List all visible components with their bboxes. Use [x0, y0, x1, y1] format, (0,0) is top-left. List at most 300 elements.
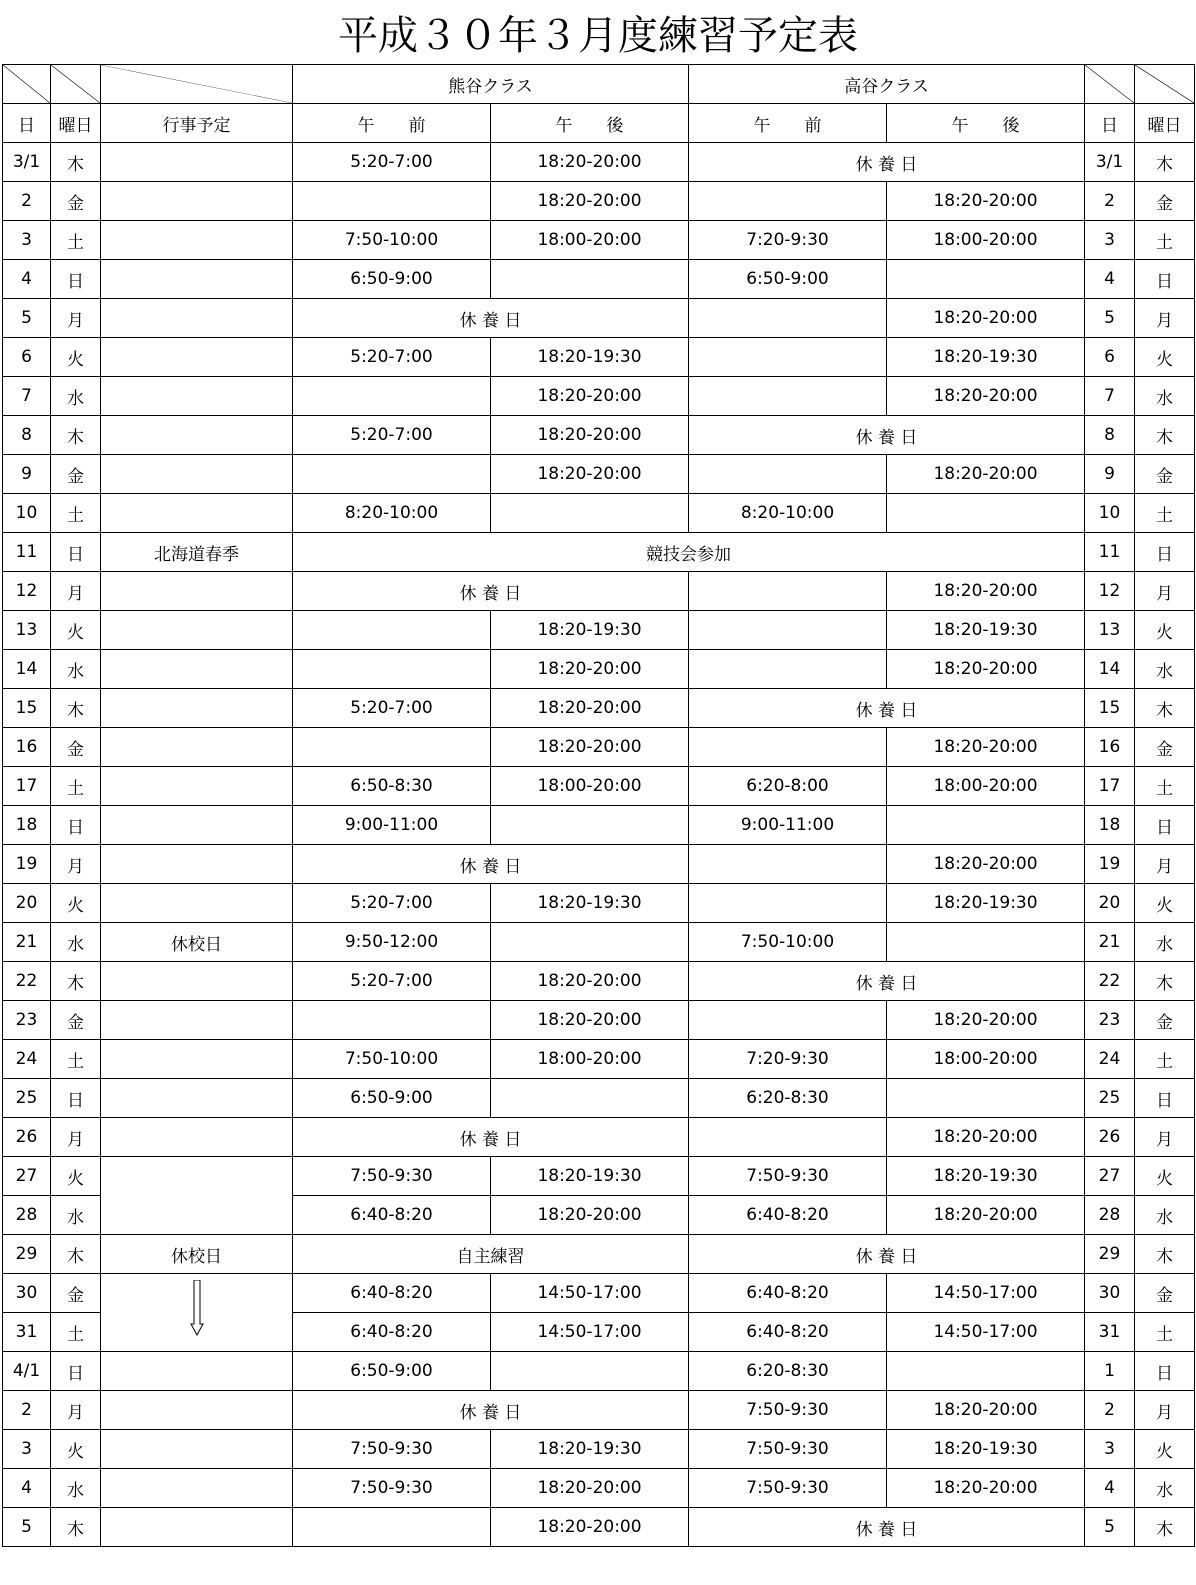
cell-kumagai-am: 7:50-9:30 [293, 1430, 491, 1469]
cell-day: 30 [3, 1274, 51, 1313]
cell-day-right: 21 [1085, 923, 1135, 962]
down-arrow-icon [190, 1280, 204, 1336]
kumagai-afternoon-header: 午 後 [491, 104, 689, 143]
cell-weekday-right: 月 [1135, 572, 1195, 611]
cell-kumagai-pm: 18:20-20:00 [491, 1196, 689, 1235]
cell-day: 17 [3, 767, 51, 806]
cell-event: 休校日 [101, 1235, 293, 1274]
cell-takaya-pm: 18:00-20:00 [887, 221, 1085, 260]
table-row [3, 377, 1195, 416]
cell-day-right: 8 [1085, 416, 1135, 455]
cell-kumagai-pm: 18:20-19:30 [491, 1157, 689, 1196]
cell-takaya-am: 7:50-9:30 [689, 1469, 887, 1508]
cell-kumagai-pm: 18:00-20:00 [491, 1040, 689, 1079]
cell-day: 5 [3, 299, 51, 338]
cell-kumagai-am: 6:40-8:20 [293, 1274, 491, 1313]
cell-weekday-right: 日 [1135, 1079, 1195, 1118]
cell-day: 6 [3, 338, 51, 377]
cell-day: 19 [3, 845, 51, 884]
table-row [3, 689, 1195, 728]
table-row [3, 416, 1195, 455]
cell-event [101, 143, 293, 182]
table-row [3, 221, 1195, 260]
cell-weekday: 木 [51, 416, 101, 455]
cell-event [101, 338, 293, 377]
cell-kumagai-pm [491, 494, 689, 533]
cell-day-right: 4 [1085, 260, 1135, 299]
cell-takaya-am [689, 845, 887, 884]
cell-takaya-am [689, 650, 887, 689]
cell-weekday-right: 土 [1135, 494, 1195, 533]
table-row [3, 611, 1195, 650]
cell-kumagai-am: 休 養 日 [293, 1391, 689, 1430]
cell-weekday: 金 [51, 455, 101, 494]
cell-day: 10 [3, 494, 51, 533]
cell-weekday-right: 水 [1135, 650, 1195, 689]
cell-takaya-pm: 18:20-20:00 [887, 1469, 1085, 1508]
cell-kumagai-am: 6:40-8:20 [293, 1313, 491, 1352]
cell-kumagai-pm: 18:20-20:00 [491, 1001, 689, 1040]
cell-kumagai-am: 7:50-10:00 [293, 1040, 491, 1079]
cell-weekday-right: 木 [1135, 689, 1195, 728]
table-row [3, 1391, 1195, 1430]
cell-weekday: 日 [51, 1079, 101, 1118]
cell-day-right: 17 [1085, 767, 1135, 806]
cell-event [101, 572, 293, 611]
cell-weekday: 木 [51, 1508, 101, 1547]
cell-weekday-right: 土 [1135, 221, 1195, 260]
kumagai-morning-header: 午 前 [293, 104, 491, 143]
cell-weekday-right: 日 [1135, 1352, 1195, 1391]
cell-takaya-pm: 18:20-20:00 [887, 1391, 1085, 1430]
cell-weekday: 水 [51, 377, 101, 416]
cell-day: 14 [3, 650, 51, 689]
cell-day: 4 [3, 1469, 51, 1508]
cell-event [101, 728, 293, 767]
cell-takaya-am [689, 338, 887, 377]
schedule-body [3, 143, 1195, 1547]
cell-takaya-am: 7:20-9:30 [689, 221, 887, 260]
cell-takaya-pm: 18:20-19:30 [887, 338, 1085, 377]
table-row [3, 767, 1195, 806]
cell-event [101, 806, 293, 845]
cell-event [101, 1118, 293, 1157]
table-row [3, 1040, 1195, 1079]
cell-weekday-right: 月 [1135, 299, 1195, 338]
cell-day-right: 3 [1085, 1430, 1135, 1469]
table-row [3, 455, 1195, 494]
cell-weekday-right: 月 [1135, 845, 1195, 884]
cell-kumagai-pm [491, 806, 689, 845]
cell-takaya-am: 6:40-8:20 [689, 1196, 887, 1235]
cell-weekday: 水 [51, 923, 101, 962]
cell-takaya-pm: 18:20-20:00 [887, 1118, 1085, 1157]
cell-weekday: 月 [51, 1391, 101, 1430]
table-row [3, 1157, 1195, 1196]
cell-weekday: 火 [51, 884, 101, 923]
cell-kumagai-pm: 18:20-19:30 [491, 884, 689, 923]
cell-takaya-am: 休 養 日 [689, 416, 1085, 455]
cell-weekday: 日 [51, 533, 101, 572]
cell-takaya-am: 6:40-8:20 [689, 1274, 887, 1313]
cell-takaya-pm: 14:50-17:00 [887, 1313, 1085, 1352]
cell-kumagai-pm: 18:20-20:00 [491, 377, 689, 416]
cell-kumagai-pm: 18:20-19:30 [491, 611, 689, 650]
cell-weekday: 水 [51, 1196, 101, 1235]
col-day-header: 日 [3, 104, 51, 143]
cell-kumagai-pm: 18:20-20:00 [491, 728, 689, 767]
cell-day: 5 [3, 1508, 51, 1547]
cell-weekday: 月 [51, 299, 101, 338]
cell-weekday-right: 水 [1135, 377, 1195, 416]
cell-kumagai-am: 6:50-9:00 [293, 260, 491, 299]
cell-day-right: 11 [1085, 533, 1135, 572]
cell-kumagai-am: 7:50-9:30 [293, 1157, 491, 1196]
cell-takaya-pm: 18:20-19:30 [887, 1430, 1085, 1469]
cell-event [101, 1352, 293, 1391]
cell-day-right: 26 [1085, 1118, 1135, 1157]
cell-kumagai-am: 5:20-7:00 [293, 338, 491, 377]
cell-event [101, 1508, 293, 1547]
cell-weekday-right: 木 [1135, 143, 1195, 182]
cell-day: 4 [3, 260, 51, 299]
cell-weekday-right: 火 [1135, 1157, 1195, 1196]
cell-takaya-am [689, 728, 887, 767]
col-weekday-header: 曜日 [51, 104, 101, 143]
cell-day: 27 [3, 1157, 51, 1196]
cell-event [101, 377, 293, 416]
cell-weekday-right: 火 [1135, 338, 1195, 377]
cell-takaya-am [689, 455, 887, 494]
cell-weekday-right: 金 [1135, 455, 1195, 494]
cell-takaya-am: 7:50-9:30 [689, 1391, 887, 1430]
cell-event: 休校日 [101, 923, 293, 962]
cell-kumagai-am: 6:50-9:00 [293, 1352, 491, 1391]
cell-weekday: 月 [51, 845, 101, 884]
cell-kumagai-pm [491, 260, 689, 299]
cell-event [101, 1430, 293, 1469]
cell-kumagai-am: 休 養 日 [293, 572, 689, 611]
table-row [3, 845, 1195, 884]
cell-day-right: 13 [1085, 611, 1135, 650]
cell-weekday: 木 [51, 689, 101, 728]
cell-event [101, 1079, 293, 1118]
takaya-afternoon-header: 午 後 [887, 104, 1085, 143]
cell-takaya-pm [887, 260, 1085, 299]
practice-schedule-table [2, 64, 1195, 1547]
cell-day-right: 4 [1085, 1469, 1135, 1508]
table-row [3, 299, 1195, 338]
cell-weekday: 火 [51, 611, 101, 650]
blank-diagonal-cell [3, 65, 51, 104]
table-row [3, 572, 1195, 611]
cell-day: 15 [3, 689, 51, 728]
table-row [3, 1079, 1195, 1118]
cell-weekday-right: 金 [1135, 1001, 1195, 1040]
cell-takaya-pm [887, 806, 1085, 845]
cell-kumagai-am: 6:50-9:00 [293, 1079, 491, 1118]
cell-takaya-am [689, 884, 887, 923]
cell-takaya-am: 6:20-8:30 [689, 1352, 887, 1391]
cell-day: 23 [3, 1001, 51, 1040]
cell-kumagai-am: 6:40-8:20 [293, 1196, 491, 1235]
cell-day-right: 2 [1085, 182, 1135, 221]
cell-event [101, 1040, 293, 1079]
cell-day: 31 [3, 1313, 51, 1352]
cell-weekday-right: 火 [1135, 884, 1195, 923]
cell-day: 28 [3, 1196, 51, 1235]
cell-event-arrow [101, 1274, 293, 1352]
cell-kumagai-am: 競技会参加 [293, 533, 1085, 572]
cell-takaya-am: 7:50-9:30 [689, 1430, 887, 1469]
cell-day-right: 29 [1085, 1235, 1135, 1274]
cell-takaya-pm: 18:20-20:00 [887, 845, 1085, 884]
cell-day: 16 [3, 728, 51, 767]
cell-kumagai-am [293, 182, 491, 221]
cell-day-right: 12 [1085, 572, 1135, 611]
cell-takaya-am: 休 養 日 [689, 143, 1085, 182]
cell-takaya-am [689, 1118, 887, 1157]
cell-takaya-am [689, 611, 887, 650]
cell-kumagai-am: 9:00-11:00 [293, 806, 491, 845]
cell-takaya-am: 9:00-11:00 [689, 806, 887, 845]
cell-kumagai-pm: 18:20-20:00 [491, 416, 689, 455]
cell-weekday: 日 [51, 806, 101, 845]
cell-weekday-right: 木 [1135, 416, 1195, 455]
cell-kumagai-pm: 18:00-20:00 [491, 767, 689, 806]
cell-takaya-am [689, 1001, 887, 1040]
cell-kumagai-pm: 14:50-17:00 [491, 1274, 689, 1313]
cell-day-right: 20 [1085, 884, 1135, 923]
cell-day: 3 [3, 1430, 51, 1469]
cell-event [101, 689, 293, 728]
cell-kumagai-pm: 18:20-20:00 [491, 650, 689, 689]
cell-weekday-right: 木 [1135, 1508, 1195, 1547]
cell-weekday-right: 水 [1135, 1196, 1195, 1235]
cell-weekday: 土 [51, 1313, 101, 1352]
cell-takaya-pm: 18:20-19:30 [887, 611, 1085, 650]
cell-takaya-pm: 18:20-20:00 [887, 182, 1085, 221]
cell-day: 12 [3, 572, 51, 611]
cell-takaya-pm: 18:20-20:00 [887, 572, 1085, 611]
cell-day-right: 15 [1085, 689, 1135, 728]
cell-day-right: 18 [1085, 806, 1135, 845]
cell-weekday-right: 土 [1135, 1040, 1195, 1079]
table-row [3, 728, 1195, 767]
cell-takaya-pm [887, 1079, 1085, 1118]
cell-weekday: 土 [51, 221, 101, 260]
blank-diagonal-cell [51, 65, 101, 104]
cell-day-right: 16 [1085, 728, 1135, 767]
table-row [3, 260, 1195, 299]
cell-weekday: 土 [51, 767, 101, 806]
cell-kumagai-pm: 18:20-20:00 [491, 143, 689, 182]
cell-kumagai-am: 休 養 日 [293, 845, 689, 884]
cell-takaya-am: 6:20-8:00 [689, 767, 887, 806]
cell-weekday: 金 [51, 1001, 101, 1040]
cell-weekday-right: 日 [1135, 260, 1195, 299]
table-row [3, 650, 1195, 689]
cell-weekday-right: 金 [1135, 182, 1195, 221]
cell-takaya-pm: 18:20-19:30 [887, 884, 1085, 923]
cell-day-right: 10 [1085, 494, 1135, 533]
table-row [3, 1118, 1195, 1157]
cell-weekday: 月 [51, 572, 101, 611]
cell-kumagai-pm: 18:20-20:00 [491, 455, 689, 494]
cell-kumagai-am [293, 650, 491, 689]
table-row [3, 494, 1195, 533]
cell-kumagai-am: 自主練習 [293, 1235, 689, 1274]
cell-event [101, 962, 293, 1001]
cell-day: 2 [3, 182, 51, 221]
header-row-columns [3, 104, 1195, 143]
cell-weekday-right: 水 [1135, 1469, 1195, 1508]
cell-weekday: 火 [51, 1430, 101, 1469]
cell-day: 25 [3, 1079, 51, 1118]
cell-takaya-pm [887, 494, 1085, 533]
cell-kumagai-am: 5:20-7:00 [293, 884, 491, 923]
cell-day: 3/1 [3, 143, 51, 182]
cell-weekday-right: 土 [1135, 1313, 1195, 1352]
cell-day-right: 5 [1085, 1508, 1135, 1547]
cell-takaya-am [689, 299, 887, 338]
cell-day: 2 [3, 1391, 51, 1430]
cell-weekday: 土 [51, 494, 101, 533]
cell-kumagai-pm: 18:20-20:00 [491, 962, 689, 1001]
cell-day-right: 24 [1085, 1040, 1135, 1079]
cell-weekday-right: 木 [1135, 962, 1195, 1001]
cell-takaya-am: 6:20-8:30 [689, 1079, 887, 1118]
cell-takaya-am: 8:20-10:00 [689, 494, 887, 533]
cell-kumagai-am: 休 養 日 [293, 299, 689, 338]
cell-takaya-pm: 18:00-20:00 [887, 767, 1085, 806]
cell-takaya-pm: 18:20-20:00 [887, 1001, 1085, 1040]
blank-diagonal-cell [1085, 65, 1135, 104]
cell-takaya-am: 6:40-8:20 [689, 1313, 887, 1352]
cell-weekday-right: 水 [1135, 923, 1195, 962]
cell-kumagai-pm: 18:20-19:30 [491, 1430, 689, 1469]
cell-kumagai-pm: 18:20-20:00 [491, 182, 689, 221]
cell-weekday-right: 火 [1135, 611, 1195, 650]
cell-kumagai-am: 7:50-9:30 [293, 1469, 491, 1508]
cell-day-right: 28 [1085, 1196, 1135, 1235]
cell-weekday: 木 [51, 962, 101, 1001]
cell-takaya-am: 7:50-10:00 [689, 923, 887, 962]
cell-weekday: 木 [51, 143, 101, 182]
cell-weekday-right: 月 [1135, 1391, 1195, 1430]
table-row [3, 1430, 1195, 1469]
table-row [3, 338, 1195, 377]
cell-day-right: 6 [1085, 338, 1135, 377]
cell-kumagai-pm: 18:20-20:00 [491, 1508, 689, 1547]
cell-kumagai-am: 5:20-7:00 [293, 143, 491, 182]
cell-day-right: 3/1 [1085, 143, 1135, 182]
cell-kumagai-am: 5:20-7:00 [293, 962, 491, 1001]
cell-weekday: 金 [51, 1274, 101, 1313]
cell-day-right: 30 [1085, 1274, 1135, 1313]
page-title: 平成３０年３月度練習予定表 [338, 13, 858, 59]
cell-day: 8 [3, 416, 51, 455]
cell-event [101, 416, 293, 455]
col-weekday-header-right: 曜日 [1135, 104, 1195, 143]
cell-weekday-right: 火 [1135, 1430, 1195, 1469]
cell-takaya-pm: 18:20-20:00 [887, 455, 1085, 494]
cell-day: 4/1 [3, 1352, 51, 1391]
table-row [3, 1469, 1195, 1508]
cell-takaya-am: 休 養 日 [689, 962, 1085, 1001]
cell-day-right: 5 [1085, 299, 1135, 338]
blank-diagonal-cell [101, 65, 293, 104]
table-row [3, 884, 1195, 923]
cell-day: 13 [3, 611, 51, 650]
cell-kumagai-am: 7:50-10:00 [293, 221, 491, 260]
cell-day: 24 [3, 1040, 51, 1079]
header-row-classes [3, 65, 1195, 104]
cell-kumagai-am [293, 455, 491, 494]
cell-kumagai-am: 休 養 日 [293, 1118, 689, 1157]
cell-day-right: 22 [1085, 962, 1135, 1001]
cell-weekday: 木 [51, 1235, 101, 1274]
cell-weekday-right: 日 [1135, 533, 1195, 572]
cell-weekday-right: 日 [1135, 806, 1195, 845]
cell-day: 21 [3, 923, 51, 962]
cell-day: 7 [3, 377, 51, 416]
cell-event [101, 260, 293, 299]
cell-day: 26 [3, 1118, 51, 1157]
class-takaya-header: 高谷クラス [689, 65, 1085, 104]
cell-event: 北海道春季 [101, 533, 293, 572]
cell-weekday-right: 金 [1135, 728, 1195, 767]
cell-takaya-pm: 18:20-20:00 [887, 728, 1085, 767]
cell-takaya-pm: 18:20-20:00 [887, 299, 1085, 338]
cell-day-right: 19 [1085, 845, 1135, 884]
cell-takaya-pm: 18:00-20:00 [887, 1040, 1085, 1079]
cell-weekday: 土 [51, 1040, 101, 1079]
cell-weekday-right: 月 [1135, 1118, 1195, 1157]
cell-kumagai-pm [491, 1352, 689, 1391]
cell-takaya-pm: 18:20-20:00 [887, 650, 1085, 689]
cell-event [101, 182, 293, 221]
col-events-header: 行事予定 [101, 104, 293, 143]
cell-event [101, 221, 293, 260]
table-row [3, 1274, 1195, 1313]
cell-takaya-am: 6:50-9:00 [689, 260, 887, 299]
cell-takaya-am: 休 養 日 [689, 1235, 1085, 1274]
cell-day: 29 [3, 1235, 51, 1274]
cell-day-right: 1 [1085, 1352, 1135, 1391]
blank-diagonal-cell [1135, 65, 1195, 104]
table-row [3, 1352, 1195, 1391]
cell-weekday: 金 [51, 182, 101, 221]
cell-kumagai-pm: 14:50-17:00 [491, 1313, 689, 1352]
cell-event [101, 1157, 293, 1235]
table-row [3, 806, 1195, 845]
cell-weekday: 火 [51, 338, 101, 377]
cell-takaya-am: 休 養 日 [689, 1508, 1085, 1547]
cell-kumagai-pm: 18:20-19:30 [491, 338, 689, 377]
cell-day: 22 [3, 962, 51, 1001]
cell-day-right: 23 [1085, 1001, 1135, 1040]
cell-takaya-pm: 18:20-20:00 [887, 1196, 1085, 1235]
cell-weekday-right: 金 [1135, 1274, 1195, 1313]
cell-kumagai-am: 5:20-7:00 [293, 689, 491, 728]
cell-kumagai-pm: 18:20-20:00 [491, 1469, 689, 1508]
table-row [3, 1001, 1195, 1040]
class-kumagai-header: 熊谷クラス [293, 65, 689, 104]
cell-takaya-am: 7:50-9:30 [689, 1157, 887, 1196]
cell-takaya-pm [887, 923, 1085, 962]
cell-kumagai-am: 8:20-10:00 [293, 494, 491, 533]
